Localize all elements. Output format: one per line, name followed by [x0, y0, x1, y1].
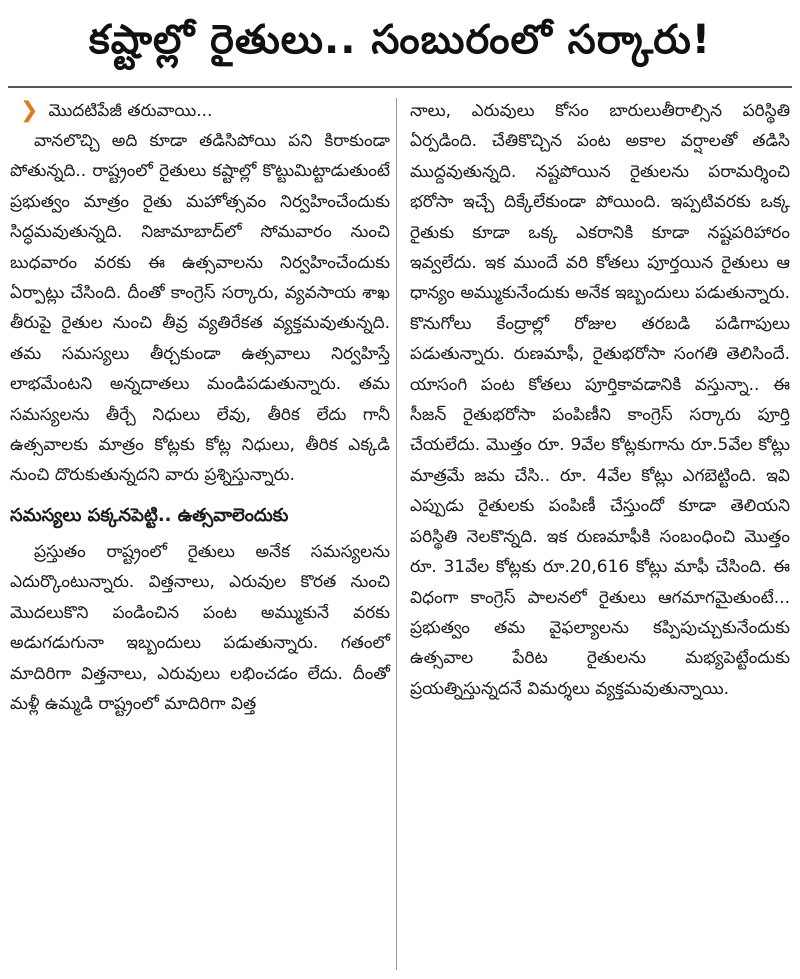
column-divider	[396, 98, 397, 970]
continuation-kicker	[10, 96, 390, 126]
article-column-left	[10, 96, 390, 719]
article-paragraph: వానలొచ్చి అది కూడా తడిసిపోయి పని కిరాకుండా పోతున్నది.. రాష్ట్రంలో రైతులు కష్టాల్లో కొట్టుమిట్టాడుతుంటే ప్రభుత్వం మాత్రం రైతు మహోత్సవం నిర్వహించేందుకు సిద్ధమవుతున్నది. నిజామాబాద్‌లో సోమవారం నుంచి బుధవారం వరకు ఈ ఉత్సవాలను నిర్వహించేందుకు ఏర్పాట్లు చేసింది. దీంతో కాంగ్రెస్ సర్కారు, వ్యవసాయ శాఖ తీరుపై రైతుల నుంచి తీవ్ర వ్యతిరేకత వ్యక్తమవుతున్నది. తమ సమస్యలు తీర్చకుండా ఉత్సవాలు నిర్వహిస్తే లాభమేంటని అన్నదాతలు మండిపడుతున్నారు. తమ సమస్యలను తీర్చే నిధులు లేవు, తీరిక లేదు గానీ ఉత్సవాలకు మాత్రం కోట్లకు కోట్ల నిధులు, తీరిక ఎక్కడి నుంచి దొరుకుతున్నదని వారు ప్రశ్నిస్తున్నారు.	[10, 131, 390, 486]
article-paragraph: నాలు, ఎరువులు కోసం బారులుతీరాల్సిన పరిస్థితి ఏర్పడింది. చేతికొచ్చిన పంట అకాల వర్షాలతో తడిసి ముద్దవుతున్నది. నష్టపోయిన రైతులను పరామర్శించి భరోసా ఇచ్చే దిక్కేలేకుండా పోయింది. ఇప్పటివరకు ఒక్క రైతుకు కూడా ఒక్క ఎకరానికి కూడా నష్టపరిహారం ఇవ్వలేదు. ఇక ముందే వరి కోతలు పూర్తయిన రైతులు ఆ ధాన్యం అమ్ముకునేందుకు అనేక ఇబ్బందులు పడుతున్నారు. కొనుగోలు కేంద్రాల్లో రోజుల తరబడి పడిగాపులు పడుతున్నారు. రుణమాఫీ, రైతుభరోసా సంగతి తెలిసిందే. యాసంగి పంట కోతలు పూర్తికావడానికి వస్తున్నా.. ఈ సీజన్ రైతుభరోసా పంపిణీని కాంగ్రెస్ సర్కారు పూర్తి చేయలేదు. మొత్తం రూ. 9వేల కోట్లకుగాను రూ.5వేల కోట్లు మాత్రమే జమ చేసి.. రూ. 4వేల కోట్లు ఎగబెట్టింది. ఇవి ఎప్పుడు రైతులకు పంపిణీ చేస్తుందో కూడా తెలియని పరిస్థితి నెలకొన్నది. ఇక రుణమాఫీకి సంబంధించి మొత్తం రూ. 31వేల కోట్లకు రూ.20,616 కోట్లు మాఫీ చేసింది. ఈ విధంగా కాంగ్రెస్ పాలనలో రైతులు ఆగమాగమైతుంటే... ప్రభుత్వం తమ వైఫల్యాలను కప్పిపుచ్చుకునేందుకు ఉత్సవాల పేరిట రైతులను మభ్యపెట్టేందుకు ప్రయత్నిస్తున్నదనే విమర్శలు వ్యక్తమవుతున్నాయి.	[410, 101, 790, 699]
headline: కష్టాల్లో రైతులు.. సంబురంలో సర్కారు!	[88, 17, 712, 63]
chevron-right-icon: ❯	[20, 98, 39, 123]
sub-heading: సమస్యలు పక్కనపెట్టి.. ఉత్సవాలెందుకు	[10, 504, 289, 526]
article-column-right	[410, 96, 790, 704]
article-paragraph: ప్రస్తుతం రాష్ట్రంలో రైతులు అనేక సమస్యలను ఎదుర్కొంటున్నారు. విత్తనాలు, ఎరువుల కొరత నుంచి మొదలుకొని పండించిన పంట అమ్ముకునే వరకు అడుగడుగునా ఇబ్బందులు పడుతున్నారు. గతంలో మాదిరిగా విత్తనాలు, ఎరువులు లభించడం లేదు. దీంతో మళ్లీ ఉమ్మడి రాష్ట్రంలో మాదిరిగా విత్త	[10, 541, 390, 714]
headline-rule	[8, 86, 792, 88]
kicker-label: మొదటిపేజీ తరువాయి...	[48, 101, 213, 121]
